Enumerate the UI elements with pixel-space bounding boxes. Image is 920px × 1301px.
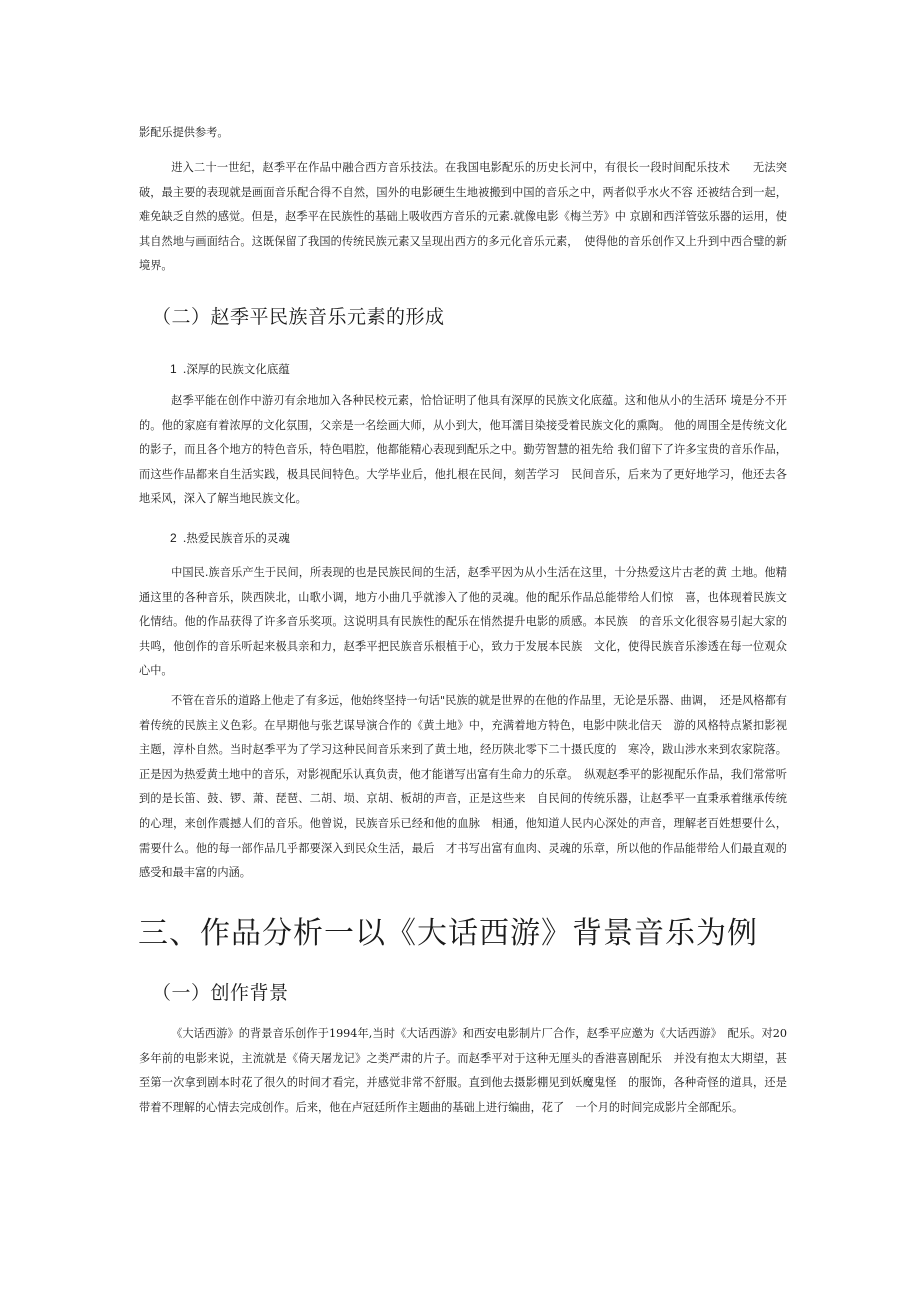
section-2-heading: （二）赵季平民族音乐元素的形成 <box>152 306 445 328</box>
subsection-2-paragraph-a: 中国民.族音乐产生于民间，所表现的也是民族民间的生活，赵季平因为从小生活在这里，十分热爱这片古老的黄 土地。他精通这里的各种音乐，陕西陕北，山歌小调，地方小曲几乎就渗入了他的灵魂。他的配乐作品总能带给人们惊 喜，也体现着民族文化情结。他的作品获得了许多音乐奖项。这说明具有民族性的配乐在悄然提升电影的质感。本民族 的音乐文化很容易引起大家的共鸣，他创作的音乐听起来极具亲和力，赵季平把民族音乐根植于心，致力于发展本民族 文化，使得民族音乐渗透在每一位观众心中。 <box>139 566 787 678</box>
subsection-2-paragraph-b: 不管在音乐的道路上他走了有多远，他始终坚持一句话"民族的就是世界的在他的作品里，无论是乐器、曲调， 还是风格都有着传统的民族主义色彩。在早期他与张艺谋导演合作的《黄土地》中，充满着地方特色，电影中陕北信天 游的风格特点紧扣影视主题，淳朴自然。当时赵季平为了学习这种民间音乐来到了黄土地，经历陕北零下二十摄氏度的 寒冷，跋山涉水来到农家院落。正是因为热爱黄土地中的音乐，对影视配乐认真负责，他才能谱写出富有生命力的乐章。 纵观赵季平的影视配乐作品，我们常常听到的是长笛、鼓、锣、萧、琵琶、二胡、埙、京胡、板胡的声音，正是这些来 自民间的传统乐器，让赵季平一直秉承着继承传统的心理，来创作震撼人们的音乐。他曾说，民族音乐已经和他的血脉 相通，他知道人民内心深处的声音，理解老百姓想要什么，需要什么。他的每一部作品几乎都要深入到民众生活，最后 才书写出富有血肉、灵魂的乐章，所以他的作品能带给人们最直观的感受和最丰富的内涵。 <box>139 694 787 880</box>
creation-background-paragraph: 《大话西游》的背景音乐创作于1994年,当时《大话西游》和西安电影制片厂合作，赵季平应邀为《大话西游》 配乐。对20多年前的电影来说，主流就是《倚天屠龙记》之类严肃的片子。而赵季平对于这种无厘头的香港喜剧配乐 并没有抱太大期望，甚至第一次拿到剧本时花了很久的时间才看完，并感觉非常不舒服。直到他去摄影棚见到妖魔鬼怪 的服饰，各种奇怪的道具，还是带着不理解的心情去完成创作。后来，他在卢冠廷所作主题曲的基础上进行编曲，花了 一个月的时间完成影片全部配乐。 <box>139 1027 787 1114</box>
western-technique-paragraph: 进入二十一世纪，赵季平在作品中融合西方音乐技法。在我国电影配乐的历史长河中，有很长一段时间配乐技术 无法突破，最主要的表现就是画面音乐配合得不自然，国外的电影硬生生地被搬到中国的音乐之中，两者似乎水火不容 还被结合到一起，难免缺乏自然的感觉。但是，赵季平在民族性的基础上吸收西方音乐的元素.就像电影《梅兰芳》中 京剧和西洋管弦乐器的运用，使其自然地与画面结合。这既保留了我国的传统民族元素又呈现出西方的多元化音乐元素， 使得他的音乐创作又上升到中西合璧的新境界。 <box>139 161 787 273</box>
intro-tail-paragraph: 影配乐提供参考。 <box>139 126 229 139</box>
subsection-1-heading: 1 .深厚的民族文化底蕴 <box>170 362 290 376</box>
subsection-2-heading: 2 .热爱民族音乐的灵魂 <box>170 531 290 545</box>
subsection-1-paragraph: 赵季平能在创作中游刃有余地加入各种民校元素，恰恰证明了他具有深厚的民族文化底蕴。这和他从小的生活环 境是分不开的。他的家庭有着浓厚的文化氛围，父亲是一名绘画大师，从小到大，他耳濡目染接受着民族文化的熏陶。 他的周围全是传统文化的影子，而且各个地方的特色音乐，特色唱腔，他都能精心表现到配乐之中。勤劳智慧的祖先给 我们留下了许多宝贵的音乐作品，而这些作品都来自生活实践，极具民间特色。大学毕业后，他扎根在民间，刻苦学习 民间音乐，后来为了更好地学习，他还去各地采风，深入了解当地民族文化。 <box>139 394 787 506</box>
chapter-3-heading: 三、作品分析一以《大话西游》背景音乐为例 <box>138 916 758 951</box>
section-3-1-heading: （一）创作背景 <box>152 982 289 1004</box>
